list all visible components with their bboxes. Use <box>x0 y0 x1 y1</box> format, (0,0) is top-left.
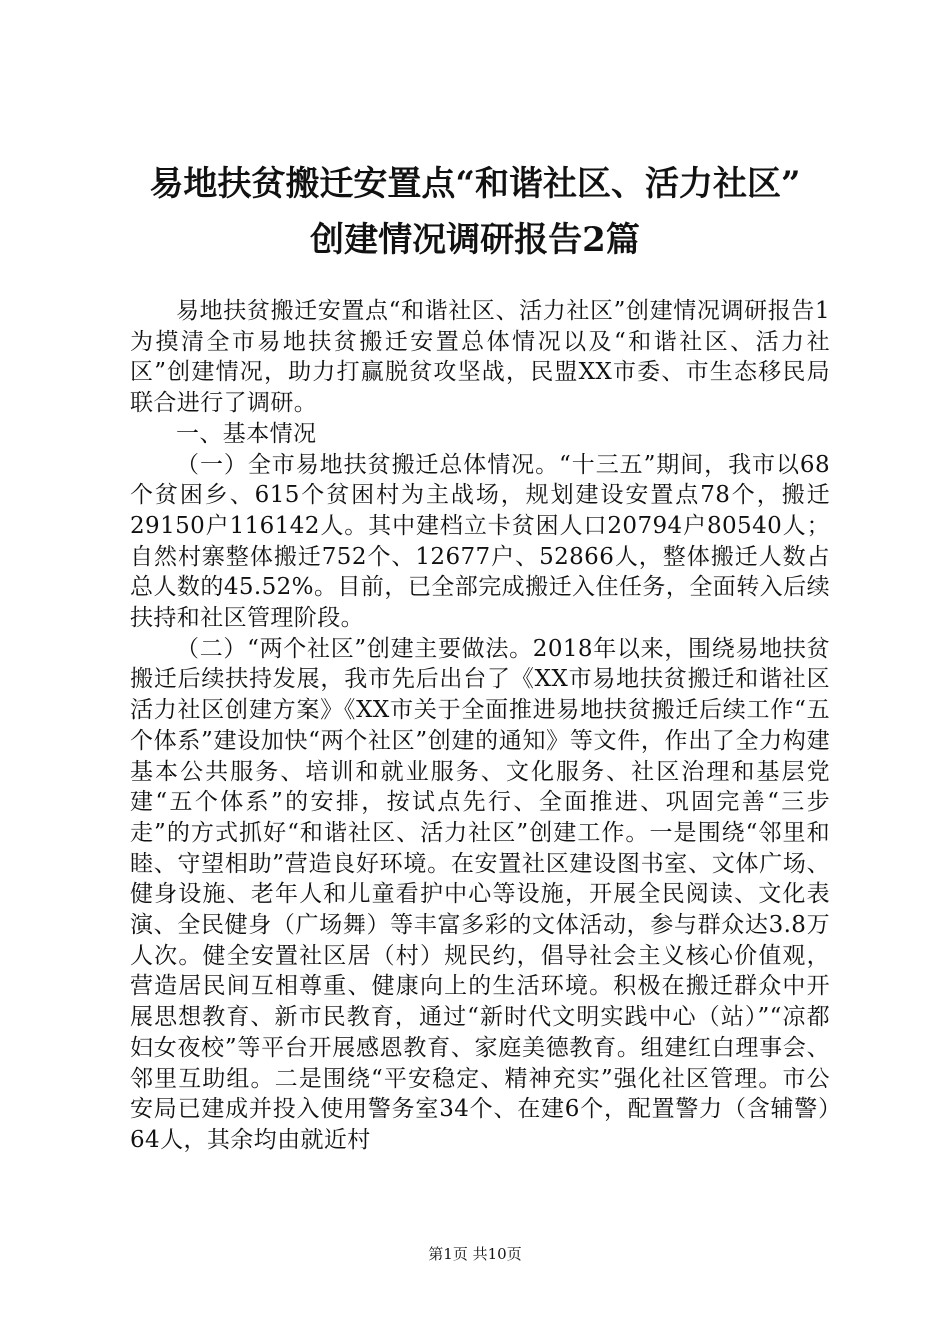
document-title-line-1: 易地扶贫搬迁安置点“和谐社区、活力社区” <box>149 164 801 204</box>
section-heading-basic-situation: 一、基本情况 <box>176 420 317 447</box>
page-footer: 第1页 共10页 <box>428 1245 522 1263</box>
paragraph-main-practices: （二）“两个社区”创建主要做法。2018年以来，围绕易地扶贫搬迁后续扶持发展，我市先后出台了《XX市易地扶贫搬迁和谐社区活力社区创建方案》《XX市关于全面推进易地扶贫搬迁后续工作“五个体系”建设加快“两个社区”创建的通知》等文件，作出了全力构建基本公共服务、培训和就业服务、文化服务、社区治理和基层党建“五个体系”的安排，按试点先行、全面推进、巩固完善“三步走”的方式抓好“和谐社区、活力社区”创建工作。一是围绕“邻里和睦、守望相助”营造良好环境。在安置社区建设图书室、文体广场、健身设施、老年人和儿童看护中心等设施，开展全民阅读、文化表演、全民健身（广场舞）等丰富多彩的文体活动，参与群众达3.8万人次。健全安置社区居（村）规民约，倡导社会主义核心价值观，营造居民间互相尊重、健康向上的生活环境。积极在搬迁群众中开展思想教育、新市民教育，通过“新时代文明实践中心（站）”“凉都妇女夜校”等平台开展感恩教育、家庭美德教育。组建红白理事会、邻里互助组。二是围绕“平安稳定、精神充实”强化社区管理。市公安局已建成并投入使用警务室34个、在建6个，配置警力（含辅警）64人，其余均由就近村 <box>130 635 830 1153</box>
document-body <box>130 296 830 1156</box>
paragraph-intro: 易地扶贫搬迁安置点“和谐社区、活力社区”创建情况调研报告1为摸清全市易地扶贫搬迁安置总体情况以及“和谐社区、活力社区”创建情况，助力打赢脱贫攻坚战，民盟XX市委、市生态移民局联合进行了调研。 <box>130 298 830 417</box>
paragraph-overall-situation: （一）全市易地扶贫搬迁总体情况。“十三五”期间，我市以68个贫困乡、615个贫困村为主战场，规划建设安置点78个，搬迁29150户116142人。其中建档立卡贫困人口20794户80540人；自然村寨整体搬迁752个、12677户、52866人，整体搬迁人数占总人数的45.52%。目前，已全部完成搬迁入住任务，全面转入后续扶持和社区管理阶段。 <box>130 451 830 632</box>
document-title-line-2: 创建情况调研报告2篇 <box>310 220 640 260</box>
